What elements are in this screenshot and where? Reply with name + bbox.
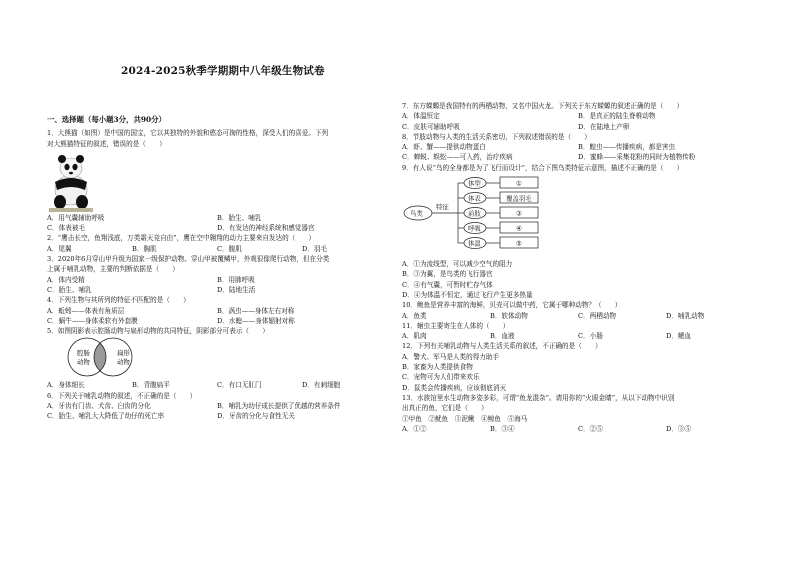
q3-option-c[interactable]: C．胎生、哺乳 <box>47 285 92 294</box>
q6-option-a[interactable]: A．牙齿有门齿、犬齿、臼齿的分化 <box>47 402 151 411</box>
q1-option-a[interactable]: A．用气囊辅助呼吸 <box>47 213 105 222</box>
q8-option-c[interactable]: C．蝉蜕、蜈蚣——可入药，治疗疾病 <box>402 153 513 162</box>
q4-option-c[interactable]: C．蜗牛——身体柔软有外套膜 <box>47 316 138 325</box>
q10-option-b[interactable]: B．软体动物 <box>490 311 528 320</box>
q13-option-c[interactable]: C．②⑤ <box>578 424 603 433</box>
q7-option-b[interactable]: B．是真正的陆生脊椎动物 <box>578 112 656 121</box>
root-label: 鸟类 <box>410 209 423 218</box>
q7-option-c[interactable]: C．皮肤可辅助呼吸 <box>402 122 460 131</box>
branch-body-shape: 体型 <box>468 179 481 188</box>
q5-option-b[interactable]: B．背腹扁平 <box>132 381 170 390</box>
q7-option-a[interactable]: A．体温恒定 <box>402 112 440 121</box>
question-3 <box>47 254 387 295</box>
q13-option-b[interactable]: B．③④ <box>490 424 515 433</box>
q9-option-c[interactable]: C．④有气囊，可暂时贮存气体 <box>402 280 493 289</box>
box-text-2: 覆盖羽毛 <box>506 194 532 203</box>
box-num-5: ⑤ <box>516 239 522 248</box>
q2-option-d[interactable]: D．羽毛 <box>302 244 328 253</box>
q11-option-a[interactable]: A．肌肉 <box>402 332 427 341</box>
q5-stem: 5．如图阴影表示腔肠动物与扁形动物的共同特征，阴影部分可表示（ ） <box>47 327 269 336</box>
bird-feature-diagram <box>402 173 754 259</box>
q11-option-b[interactable]: B．血液 <box>490 332 515 341</box>
q6-stem: 6．下列关于哺乳动物的叙述，不正确的是（ ） <box>47 391 197 400</box>
q4-option-a[interactable]: A．蚯蚓——体表有角质层 <box>47 306 125 315</box>
q2-option-c[interactable]: C．腹肌 <box>217 244 242 253</box>
q11-option-c[interactable]: C．小肠 <box>578 332 603 341</box>
q3-stem-line1: 3．2020年6月穿山甲升级为国家一级保护动物。穿山甲被覆鳞甲，外观很像爬行动物，但在分类 <box>47 255 330 264</box>
panda-image <box>47 149 387 213</box>
page-title: 2024-2025秋季学期期中八年级生物试卷 <box>121 65 325 77</box>
q10-option-d[interactable]: D．哺乳动物 <box>666 311 705 320</box>
question-7 <box>402 101 754 132</box>
question-13 <box>402 393 754 434</box>
q11-stem: 11．蛔虫主要寄生在人体的（ ） <box>402 321 510 330</box>
q13-option-d[interactable]: D．③⑤ <box>666 424 692 433</box>
q13-stem-line2: 出真正的鱼，它们是（ ） <box>402 404 488 413</box>
question-5 <box>47 326 387 391</box>
q5-option-a[interactable]: A．身体细长 <box>47 381 85 390</box>
question-9 <box>402 163 754 300</box>
venn-left-label-1: 腔肠 <box>77 349 90 358</box>
branch-forelimb: 前肢 <box>468 209 481 218</box>
q13-stem-line1: 13．水族馆里水生动物多姿多彩，可谓“鱼龙混杂”。请用你的“火眼金睛”，从以下动物中识别 <box>402 393 675 402</box>
branch-body-temp: 体温 <box>468 239 481 248</box>
q7-stem: 7．东方蝾螈是我国特有的两栖动物，又名中国火龙。下列关于东方蝾螈的叙述正确的是（ ） <box>402 102 684 110</box>
q13-option-a[interactable]: A．①② <box>402 424 427 433</box>
venn-right-label-2: 动物 <box>117 358 130 367</box>
box-num-1: ① <box>516 179 522 188</box>
q9-option-b[interactable]: B．③为翼，是鸟类的飞行器官 <box>402 270 493 279</box>
q5-option-d[interactable]: D．有刺细胞 <box>302 381 341 390</box>
q4-stem: 4．下列生物与其所列的特征不匹配的是（ ） <box>47 296 190 305</box>
q8-option-b[interactable]: B．蝗虫——传播疾病，都是害虫 <box>578 143 676 152</box>
q9-option-d[interactable]: D．④为体温不恒定，通过飞行产生更多热量 <box>402 290 533 299</box>
q1-stem-line2: 对大熊猫特征的叙述，错误的是（ ） <box>47 139 166 148</box>
q5-option-c[interactable]: C．有口无肛门 <box>217 381 262 390</box>
venn-right-label-1: 扁形 <box>117 349 130 358</box>
q6-option-b[interactable]: B．哺乳为幼仔成长提供了优越的营养条件 <box>217 402 341 411</box>
q4-option-d[interactable]: D．水螅——身体辐射对称 <box>217 316 295 325</box>
q13-animal-list: ①甲鱼 ②鱿鱼 ③泥鳅 ④鲸鱼 ⑤海马 <box>402 414 528 423</box>
question-10 <box>402 300 754 321</box>
branch-respiration: 呼吸 <box>468 224 481 233</box>
q12-option-d[interactable]: D．鼠类会传播疾病，应该彻底消灭 <box>402 383 507 392</box>
question-2 <box>47 233 387 254</box>
q1-stem-line1: 1．大熊猫（如图）是中国的国宝，它以其独特的外貌和憨态可掬的性格，深受人们的喜爱。下列 <box>47 129 329 138</box>
q10-stem: 10．鲍鱼是营养丰富的海鲜，贝壳可以做中药，它属于哪种动物？（ ） <box>402 301 622 310</box>
q12-option-a[interactable]: A．警犬、军马是人类的得力助手 <box>402 352 500 361</box>
q9-option-a[interactable]: A．①为流线型，可以减少空气的阻力 <box>402 260 513 269</box>
right-column <box>402 101 754 434</box>
section-heading: 一、选择题（每小题3分，共90分） <box>47 115 166 124</box>
q1-option-d[interactable]: D．有发达的神经系统和感觉器官 <box>217 224 315 233</box>
box-num-3: ③ <box>516 209 522 218</box>
question-12 <box>402 341 754 392</box>
question-4 <box>47 295 387 326</box>
q3-option-a[interactable]: A．体内受精 <box>47 275 85 284</box>
q9-stem: 9．有人说“鸟的全身都是为了飞行而设计”，结合下图鸟类特征示意图，描述不正确的是（ ） <box>402 163 684 172</box>
q8-stem: 8．节肢动物与人类的生活关系密切，下列叙述错误的是（ ） <box>402 132 591 141</box>
q10-option-a[interactable]: A．鱼类 <box>402 311 427 320</box>
box-num-4: ④ <box>516 224 522 233</box>
q10-option-c[interactable]: C．两栖动物 <box>578 311 617 320</box>
q8-option-a[interactable]: A．虾、蟹——提供动物蛋白 <box>402 143 486 152</box>
question-11 <box>402 321 754 342</box>
q2-stem: 2．“鹰击长空，鱼翔浅底，万类霜天竞自由”，鹰在空中翱翔的动力主要来自发达的（ ） <box>47 234 316 243</box>
q11-option-d[interactable]: D．鳃血 <box>666 332 692 341</box>
question-1 <box>47 128 387 233</box>
q6-option-d[interactable]: D．牙齿的分化与食性无关 <box>217 412 295 421</box>
q4-option-b[interactable]: B．涡虫——身体左右对称 <box>217 306 295 315</box>
question-6 <box>47 391 387 422</box>
q1-option-c[interactable]: C．体表被毛 <box>47 224 86 233</box>
venn-diagram <box>47 336 387 380</box>
q12-option-b[interactable]: B．家畜为人类提供食物 <box>402 363 473 372</box>
q2-option-b[interactable]: B．胸肌 <box>132 244 157 253</box>
q3-option-b[interactable]: B．用肺呼吸 <box>217 275 255 284</box>
feature-label: 特征 <box>436 203 449 212</box>
q3-option-d[interactable]: D．陆地生活 <box>217 285 256 294</box>
q8-option-d[interactable]: D．蜜蜂——采集花粉的同时为植物传粉 <box>578 153 696 162</box>
q7-option-d[interactable]: D．在陆地上产卵 <box>578 122 630 131</box>
question-8 <box>402 132 754 163</box>
q1-option-b[interactable]: B．胎生、哺乳 <box>217 213 262 222</box>
branch-body-surface: 体表 <box>468 194 481 203</box>
q12-stem: 12．下列有关哺乳动物与人类生活关系的叙述，不正确的是（ ） <box>402 342 602 351</box>
q2-option-a[interactable]: A．尾翼 <box>47 244 72 253</box>
q6-option-c[interactable]: C．胎生、哺乳大大降低了幼仔的死亡率 <box>47 412 165 421</box>
q3-stem-line2: 上属于哺乳动物，主要的判断依据是（ ） <box>47 265 179 274</box>
panda-icon <box>49 150 93 212</box>
left-column <box>47 115 387 422</box>
q12-option-c[interactable]: C．宠物可为人们带来欢乐 <box>402 373 480 382</box>
venn-left-label-2: 动物 <box>77 358 90 367</box>
